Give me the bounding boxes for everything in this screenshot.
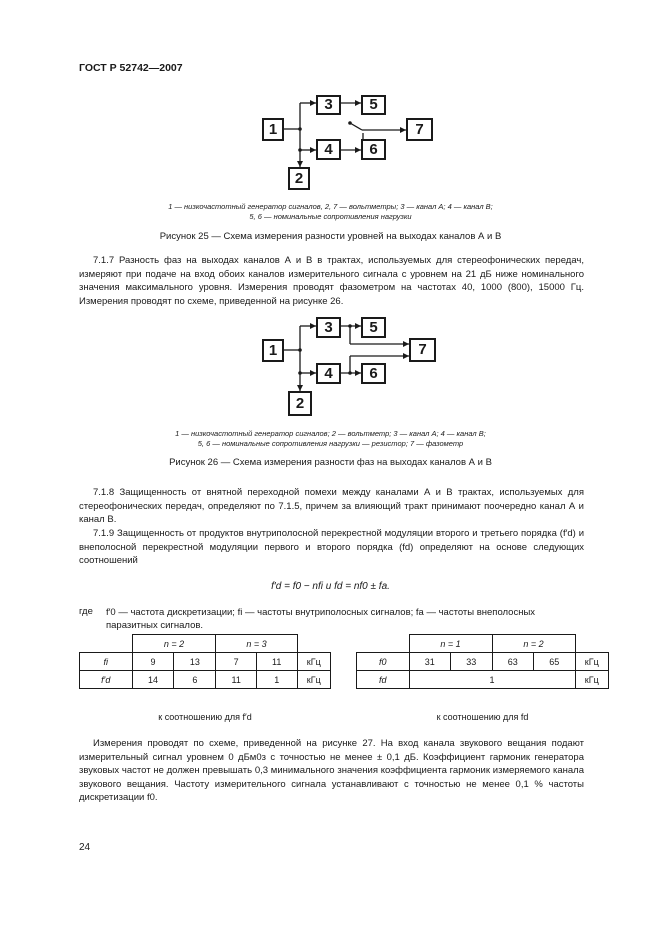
table-right	[356, 634, 609, 689]
table-right-row1-label: f0	[357, 653, 410, 671]
table-cell: 9	[132, 653, 174, 671]
block-6: 6	[361, 363, 386, 384]
block-3: 3	[316, 317, 341, 338]
table-left-row2-label: f′d	[80, 671, 133, 689]
table-cell-unit: кГц	[297, 653, 331, 671]
table-left	[79, 634, 331, 689]
figure-26-title: Рисунок 26 — Схема измерения разности фаз на выходах каналов А и В	[169, 457, 492, 468]
block-3: 3	[316, 95, 341, 115]
block-2: 2	[288, 391, 312, 416]
block-4: 4	[316, 139, 341, 160]
table-cell: 1	[256, 671, 297, 689]
table-cell-unit: кГц	[575, 671, 609, 689]
table-right-header-n2: n = 2	[492, 635, 575, 653]
formula: f′d = f0 − nfi и fd = nf0 ± fa.	[271, 581, 390, 592]
block-5: 5	[361, 95, 386, 115]
table-left-header-n3: n = 3	[216, 635, 297, 653]
block-4: 4	[316, 363, 341, 384]
paragraph-7-1-9: 7.1.9 Защищенность от продуктов внутриполосной перекрестной модуляции второго и третьего порядка (f′d) и внеполосной перекрестной модуляции первого и второго порядка (fd) определяют на основе следующих соотношений	[79, 528, 584, 566]
figure-26-diagram	[0, 317, 661, 422]
table-cell: 13	[174, 653, 216, 671]
block-7: 7	[409, 338, 436, 362]
paragraph-7-1-7: 7.1.7 Разность фаз на выходах каналов А и В в трактах, используемых для стереофонических передач, измеряют при подаче на вход обоих каналов измерительного сигнала с уровнем на 21 дБ ниже номинального значения максимального уровня. Измерения проводят фазометром на частотах 40, 1000 (800), 15000 Гц. Измерения проводят по схеме, приведенной на рисунке 26.	[79, 255, 584, 307]
block-6: 6	[361, 139, 386, 160]
page-number: 24	[79, 842, 91, 853]
figure-25-diagram	[0, 95, 661, 195]
figure-25-legend-line2: 5, 6 — номинальные сопротивления нагрузки	[249, 212, 412, 221]
table-cell: 33	[451, 653, 493, 671]
table-cell: 7	[216, 653, 257, 671]
table-cell: 65	[534, 653, 576, 671]
table-cell-unit: кГц	[575, 653, 609, 671]
where-text: f′0 — частота дискретизации; fi — частоты внутриполосных сигналов; fa — частоты внеполосных паразитных сигналов.	[106, 607, 536, 631]
table-right-row2-label: fd	[357, 671, 410, 689]
where-label: где	[79, 606, 93, 617]
block-2: 2	[288, 167, 310, 190]
table-left-row1-label: fi	[80, 653, 133, 671]
figure-25-title: Рисунок 25 — Схема измерения разности уровней на выходах каналов А и В	[159, 231, 502, 242]
block-1: 1	[262, 339, 284, 362]
table-right-header-n1: n = 1	[409, 635, 492, 653]
figure-26-legend-line2: 5, 6 — номинальные сопротивления нагрузки — резистор; 7 — фазометр	[197, 439, 464, 448]
table-cell: 11	[216, 671, 257, 689]
table-cell: 6	[174, 671, 216, 689]
figure-26-legend-line1: 1 — низкочастотный генератор сигналов; 2 — вольтметр; 3 — канал А; 4 — канал В;	[175, 429, 486, 438]
block-5: 5	[361, 317, 386, 338]
table-cell: 1	[409, 671, 575, 689]
table-cell: 14	[132, 671, 174, 689]
table-cell: 63	[492, 653, 534, 671]
table-left-note: к соотношению для f′d	[158, 712, 252, 722]
table-cell: 31	[409, 653, 451, 671]
table-cell: 11	[256, 653, 297, 671]
table-right-note: к соотношению для fd	[436, 712, 529, 722]
block-1: 1	[262, 118, 284, 141]
table-left-header-n2: n = 2	[132, 635, 216, 653]
figure-25-legend-line1: 1 — низкочастотный генератор сигналов, 2, 7 — вольтметры; 3 — канал А; 4 — канал В;	[168, 202, 493, 211]
block-7: 7	[406, 118, 433, 141]
paragraph-final: Измерения проводят по схеме, приведенной на рисунке 27. На вход канала звукового вещания подают измерительный сигнал уровнем 0 дБм0з с точностью не менее ± 0,1 дБ. Коэффициент гармоник генератора звуковых частот не должен превышать 0,3 минимального значения коэффициента гармоник измеряемого канала звукового вещания. Частоту измерительного сигнала устанавливают с точностью не менее 0,1 % частоты дискретизации f0.	[79, 738, 584, 803]
document-header: ГОСТ Р 52742—2007	[79, 62, 183, 74]
table-cell-unit: кГц	[297, 671, 331, 689]
paragraph-7-1-8: 7.1.8 Защищенность от внятной переходной помехи между каналами А и В трактах, используемых для стереофонических передач, определяют по 7.1.5, причем за влияющий тракт принимают поочередно канал А и канал В.	[79, 487, 584, 525]
